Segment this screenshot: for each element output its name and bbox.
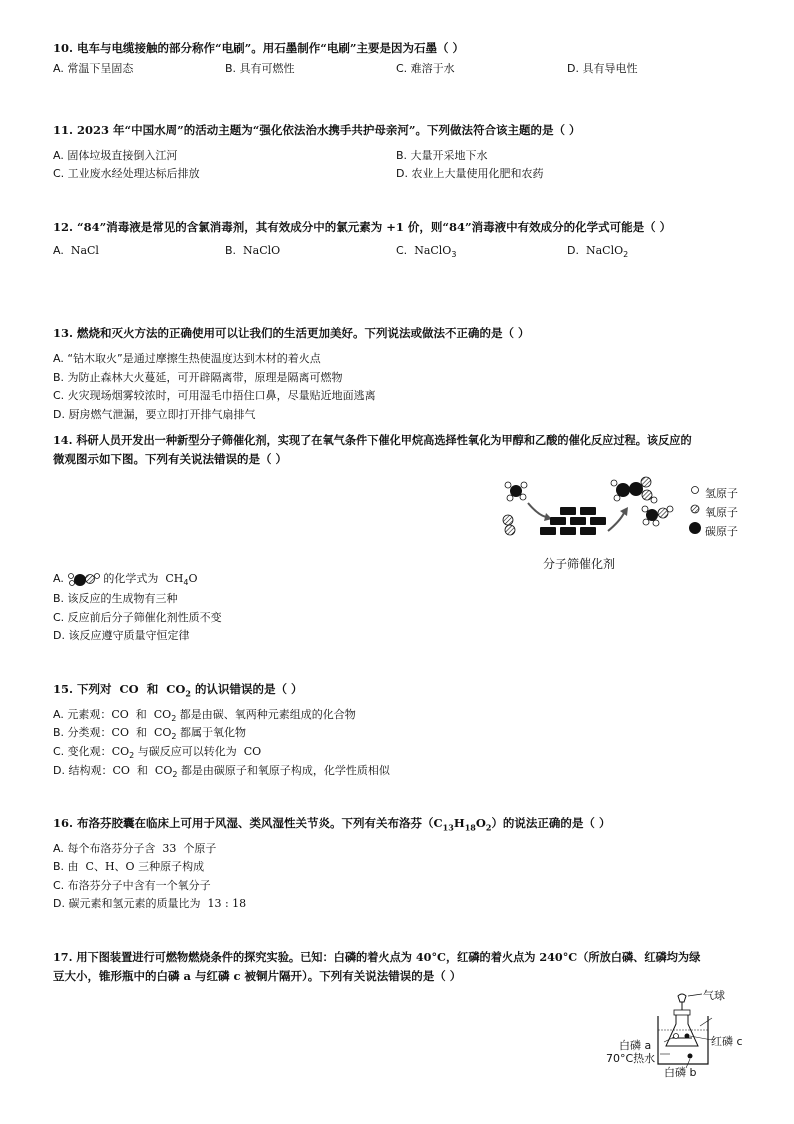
formula: O xyxy=(475,816,486,830)
option-letter: A. xyxy=(53,244,64,257)
q12-option-b[interactable] xyxy=(225,244,280,257)
option-text: 个原子 xyxy=(183,842,217,855)
methanol-icon xyxy=(67,571,103,587)
formula: NaClO xyxy=(243,244,281,257)
formula: CH xyxy=(165,572,184,585)
option-letter: D. xyxy=(567,244,579,257)
formula: NaClO xyxy=(414,244,452,257)
q15-stem xyxy=(53,681,743,698)
q16-stem xyxy=(53,815,743,832)
subscript: 13 xyxy=(442,822,454,833)
formula: CO xyxy=(166,682,186,696)
subscript: 3 xyxy=(451,250,457,260)
q14-option-a[interactable] xyxy=(53,570,197,587)
option-text: 的化学式为 xyxy=(103,572,159,585)
q14-stem-line2: 微观图示如下图。下列有关说法错误的是（ ） xyxy=(53,452,288,466)
q16-option-b[interactable] xyxy=(53,858,204,874)
q12-option-d[interactable] xyxy=(567,244,628,259)
q14-stem-line1: 14. 科研人员开发出一种新型分子筛催化剂，实现了在氧气条件下催化甲烷高选择性氧化为甲醇和乙酸的催化反应过程。该反应的 xyxy=(53,433,692,447)
subscript: 2 xyxy=(623,250,629,260)
q14-option-b[interactable]: B. 该反应的生成物有三种 xyxy=(53,592,178,605)
formula: CO xyxy=(111,745,130,758)
beaker xyxy=(658,1016,708,1064)
q11-option-a[interactable]: A. 固体垃圾直接倒入江河 xyxy=(53,149,178,162)
formula: NaCl xyxy=(70,244,99,257)
formula: CO xyxy=(111,708,129,721)
catalyst-blocks xyxy=(540,507,606,535)
option-text: 三种原子构成 xyxy=(138,860,205,873)
output-arrow xyxy=(608,513,624,531)
formula: CO xyxy=(153,726,172,739)
white-phosphorus-a xyxy=(674,1034,679,1039)
label-red-phosphorus: 红磷 c xyxy=(711,1035,743,1048)
formula: C xyxy=(433,816,443,830)
q11-option-d[interactable]: D. 农业上大量使用化肥和农药 xyxy=(396,167,544,180)
acetic-acid-molecule xyxy=(611,477,657,503)
subscript: 2 xyxy=(172,770,178,780)
option-letter: C. xyxy=(396,244,408,257)
hydrogen-legend-icon xyxy=(692,487,699,494)
formula: CO xyxy=(119,682,139,696)
diagram-caption: 分子筛催化剂 xyxy=(543,557,616,571)
q16-option-d[interactable] xyxy=(53,895,246,911)
label-hot-water: 70°C热水 xyxy=(606,1052,656,1065)
q10-stem: 10. 电车与电缆接触的部分称作“电刷”。用石墨制作“电刷”主要是因为石墨（ ） xyxy=(53,41,464,55)
q13-option-a[interactable]: A. “钻木取火”是通过摩擦生热使温度达到木材的着火点 xyxy=(53,352,321,365)
formula: CO xyxy=(154,764,173,777)
option-text: 和 xyxy=(135,726,147,739)
option-text: D. 碳元素和氢元素的质量比为 xyxy=(53,897,201,910)
option-text: 和 xyxy=(136,764,148,777)
label-balloon: 气球 xyxy=(703,989,725,1002)
methanol-molecule xyxy=(642,506,673,526)
oxygen-molecule xyxy=(503,515,515,535)
option-text: 都是由碳原子和氧原子构成，化学性质相似 xyxy=(180,764,390,777)
q14-option-d[interactable]: D. 该反应遵守质量守恒定律 xyxy=(53,629,190,642)
q13-option-d[interactable]: D. 厨房燃气泄漏，要立即打开排气扇排气 xyxy=(53,408,256,421)
q11-option-b[interactable]: B. 大量开采地下水 xyxy=(396,149,488,162)
option-text: 都属于氧化物 xyxy=(180,726,247,739)
q12-stem: 12. “84”消毒液是常见的含氯消毒剂，其有效成分中的氯元素为 +1 价，则“84”消毒液中有效成分的化学式可能是（ ） xyxy=(53,220,672,234)
subscript: 2 xyxy=(171,714,177,724)
formula: CO xyxy=(112,764,130,777)
formula: CO xyxy=(243,745,262,758)
q16-option-c[interactable]: C. 布洛芬分子中含有一个氧分子 xyxy=(53,879,211,892)
q12-option-a[interactable] xyxy=(53,244,99,257)
option-text: B. 由 xyxy=(53,860,79,873)
formula-tail: O xyxy=(188,572,198,585)
q10-option-a[interactable]: A. 常温下呈固态 xyxy=(53,62,134,75)
option-text: B. 分类观： xyxy=(53,726,112,739)
option-text: 和 xyxy=(135,708,147,721)
balloon-icon xyxy=(678,994,686,1002)
q13-option-b[interactable]: B. 为防止森林大火蔓延，可开辟隔离带，原理是隔离可燃物 xyxy=(53,371,343,384)
q17-stem-line2: 豆大小，锥形瓶中的白磷 a 与红磷 c 被铜片隔开）。下列有关说法错误的是（ ） xyxy=(53,969,462,983)
q10-option-c[interactable]: C. 难溶于水 xyxy=(396,62,455,75)
carbon-legend-icon xyxy=(689,522,701,534)
subscript: 18 xyxy=(464,822,476,833)
ratio: 13 : 18 xyxy=(207,897,247,910)
q15-option-b[interactable] xyxy=(53,724,246,741)
elements: C、H、O xyxy=(85,860,135,873)
q15-option-a[interactable] xyxy=(53,706,356,723)
q15-option-d[interactable] xyxy=(53,762,390,779)
subscript: 4 xyxy=(183,578,189,588)
q16-stem-start: 16. 布洛芬胶囊在临床上可用于风湿、类风湿性关节炎。下列有关布洛芬（ xyxy=(53,816,434,830)
subscript: 2 xyxy=(129,751,135,761)
legend-hydrogen-label: 氢原子 xyxy=(705,487,738,500)
q14-option-c[interactable]: C. 反应前后分子筛催化剂性质不变 xyxy=(53,611,222,624)
label-white-phosphorus-b: 白磷 b xyxy=(664,1066,697,1079)
q11-stem: 11. 2023 年“中国水周”的活动主题为“强化依法治水携手共护母亲河”。下列做法符合该主题的是（ ） xyxy=(53,123,581,137)
q16-stem-end: ）的说法正确的是（ ） xyxy=(491,816,611,830)
option-text: D. 结构观： xyxy=(53,764,113,777)
formula: NaClO xyxy=(585,244,624,257)
subscript: 2 xyxy=(171,732,177,742)
option-letter: B. xyxy=(225,244,237,257)
legend-carbon-label: 碳原子 xyxy=(705,525,738,538)
legend xyxy=(689,487,701,535)
formula: CO xyxy=(153,708,172,721)
methane-molecule xyxy=(505,482,527,501)
option-text: C. 变化观： xyxy=(53,745,112,758)
option-text: A. 每个布洛芬分子含 xyxy=(53,842,156,855)
formula: H xyxy=(453,816,465,830)
number: 33 xyxy=(162,842,177,855)
red-phosphorus-c xyxy=(685,1034,690,1039)
legend-oxygen-label: 氧原子 xyxy=(705,506,738,519)
q12-option-c[interactable] xyxy=(396,244,456,259)
input-arrow xyxy=(528,503,546,517)
option-text: 都是由碳、氧两种元素组成的化合物 xyxy=(179,708,356,721)
q11-option-c[interactable]: C. 工业废水经处理达标后排放 xyxy=(53,167,200,180)
q17-stem-line1: 17. 用下图装置进行可燃物燃烧条件的探究实验。已知：白磷的着火点为 40°C，红磷的着火点为 240°C（所放白磷、红磷均为绿 xyxy=(53,950,701,964)
q10-option-b[interactable]: B. 具有可燃性 xyxy=(225,62,295,75)
subscript: 2 xyxy=(185,688,191,699)
formula: CO xyxy=(111,726,129,739)
option-letter: A. xyxy=(53,572,64,585)
label-white-phosphorus-a: 白磷 a xyxy=(619,1039,652,1052)
subscript: 2 xyxy=(485,822,492,833)
q15-stem-end: 的认识错误的是（ ） xyxy=(195,682,303,696)
q15-stem-start: 15. 下列对 xyxy=(53,682,112,696)
option-text: 与碳反应可以转化为 xyxy=(137,745,237,758)
oxygen-legend-icon xyxy=(691,505,699,513)
q13-stem: 13. 燃烧和灭火方法的正确使用可以让我们的生活更加美好。下列说法或做法不正确的是（ ） xyxy=(53,326,530,340)
q15-stem-and: 和 xyxy=(146,682,159,696)
q13-option-c[interactable]: C. 火灾现场烟雾较浓时，可用湿毛巾捂住口鼻，尽量贴近地面逃离 xyxy=(53,389,376,402)
q10-option-d[interactable]: D. 具有导电性 xyxy=(567,62,638,75)
white-phosphorus-b xyxy=(688,1054,693,1059)
option-text: A. 元素观： xyxy=(53,708,112,721)
q16-option-a[interactable] xyxy=(53,840,216,856)
q15-option-c[interactable] xyxy=(53,743,261,760)
